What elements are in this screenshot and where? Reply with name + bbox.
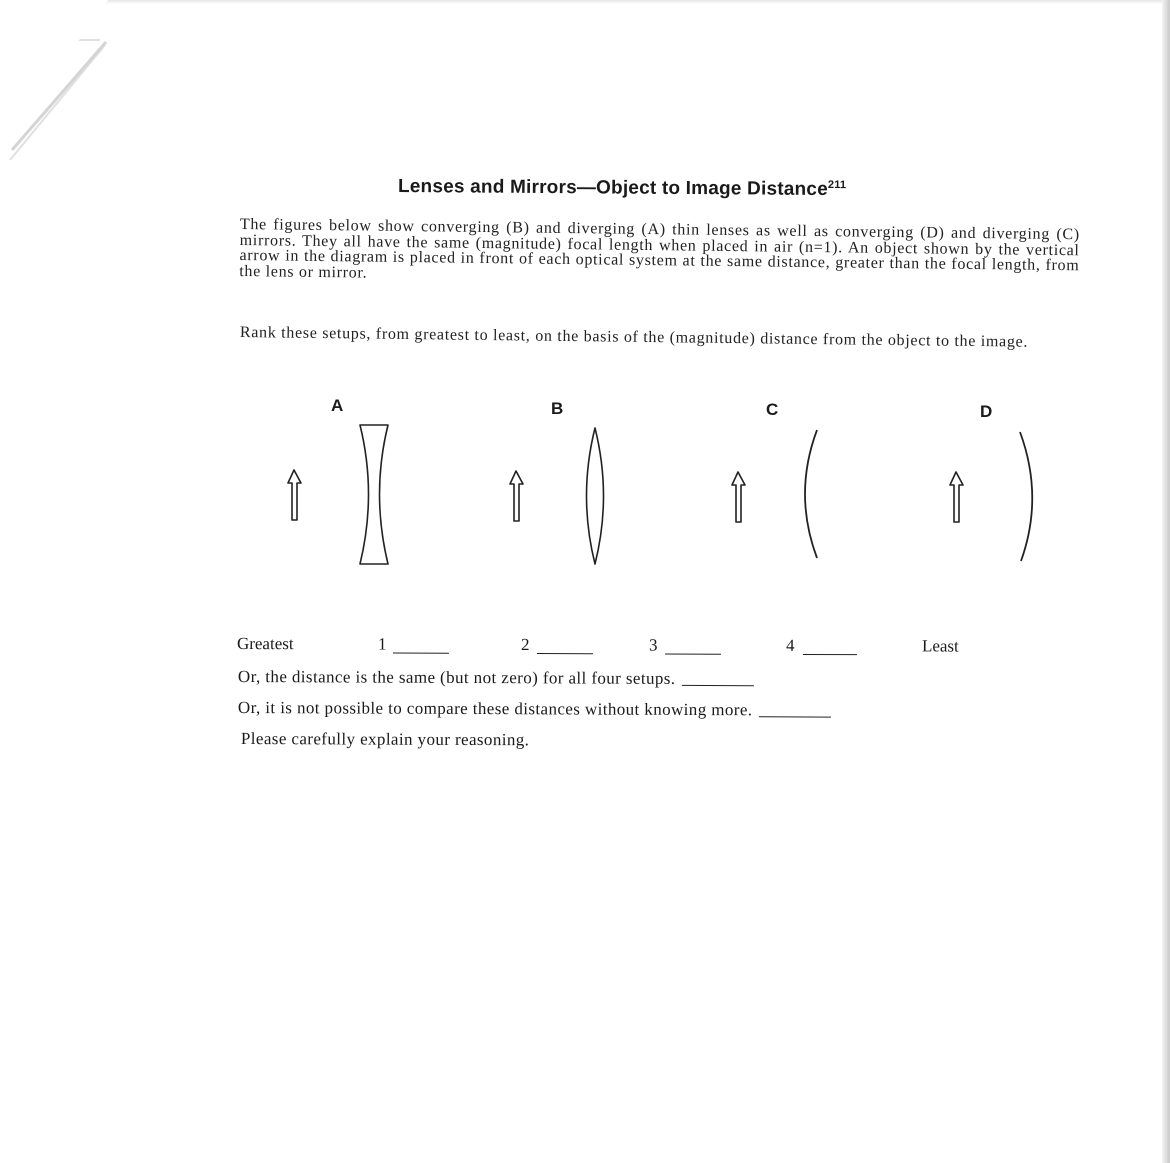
- page-title: [398, 176, 846, 201]
- setup-label-c: C: [766, 400, 779, 419]
- rank-blank-1[interactable]: [393, 653, 449, 654]
- rank-number-2: 2: [520, 634, 530, 655]
- setup-label-a: A: [331, 396, 344, 415]
- page-right-edge: [1162, 0, 1170, 1163]
- object-arrow-d: [950, 472, 963, 522]
- same-distance-blank[interactable]: [681, 685, 753, 686]
- object-arrow-c: [732, 472, 745, 522]
- not-possible-text: Or, it is not possible to compare these distances without knowing more.: [237, 698, 753, 720]
- greatest-label: Greatest: [236, 634, 294, 654]
- rank-number-1: 1: [377, 634, 387, 654]
- converging-mirror-d: [1020, 432, 1032, 561]
- converging-lens-b: [587, 428, 604, 564]
- explain-prompt: Please carefully explain your reasoning.: [240, 729, 530, 750]
- object-arrow-a: [288, 470, 301, 520]
- setup-label-b: B: [551, 399, 564, 418]
- intro-paragraph: The figures below show converging (B) and diverging (A) thin lenses as well as converging (D) and diverging (C) mirrors. They all have the same (magnitude) focal length when placed in air (n=1). An object shown by the vertical arrow in the diagram is placed in front of each optical system at the same distance, greater than the focal length, from the lens or mirror.: [239, 216, 1080, 282]
- rank-blank-2[interactable]: [537, 653, 593, 654]
- rank-number-4: 4: [785, 635, 795, 655]
- same-distance-text: Or, the distance is the same (but not zero) for all four setups.: [237, 667, 676, 688]
- title-text: Lenses and Mirrors—Object to Image Distance: [397, 176, 828, 201]
- rank-blank-4[interactable]: [803, 654, 857, 655]
- rank-number-3: 3: [648, 635, 658, 655]
- setup-label-d: D: [980, 402, 993, 421]
- object-arrow-b: [510, 471, 523, 521]
- diverging-mirror-c: [805, 430, 817, 558]
- page-corner-shadow: [0, 0, 120, 160]
- title-footnote-number: 211: [827, 179, 847, 192]
- rank-instructions: Rank these setups, from greatest to least, on the basis of the (magnitude) distance from the object to the image.: [239, 324, 1029, 351]
- page-top-edge: [0, 0, 1170, 4]
- diverging-lens-a: [360, 425, 388, 564]
- ranking-row: [237, 634, 977, 661]
- least-label: Least: [921, 636, 959, 656]
- not-possible-blank[interactable]: [758, 716, 830, 717]
- same-distance-option: [238, 667, 754, 689]
- rank-blank-3[interactable]: [665, 653, 721, 654]
- not-possible-option: [238, 698, 831, 721]
